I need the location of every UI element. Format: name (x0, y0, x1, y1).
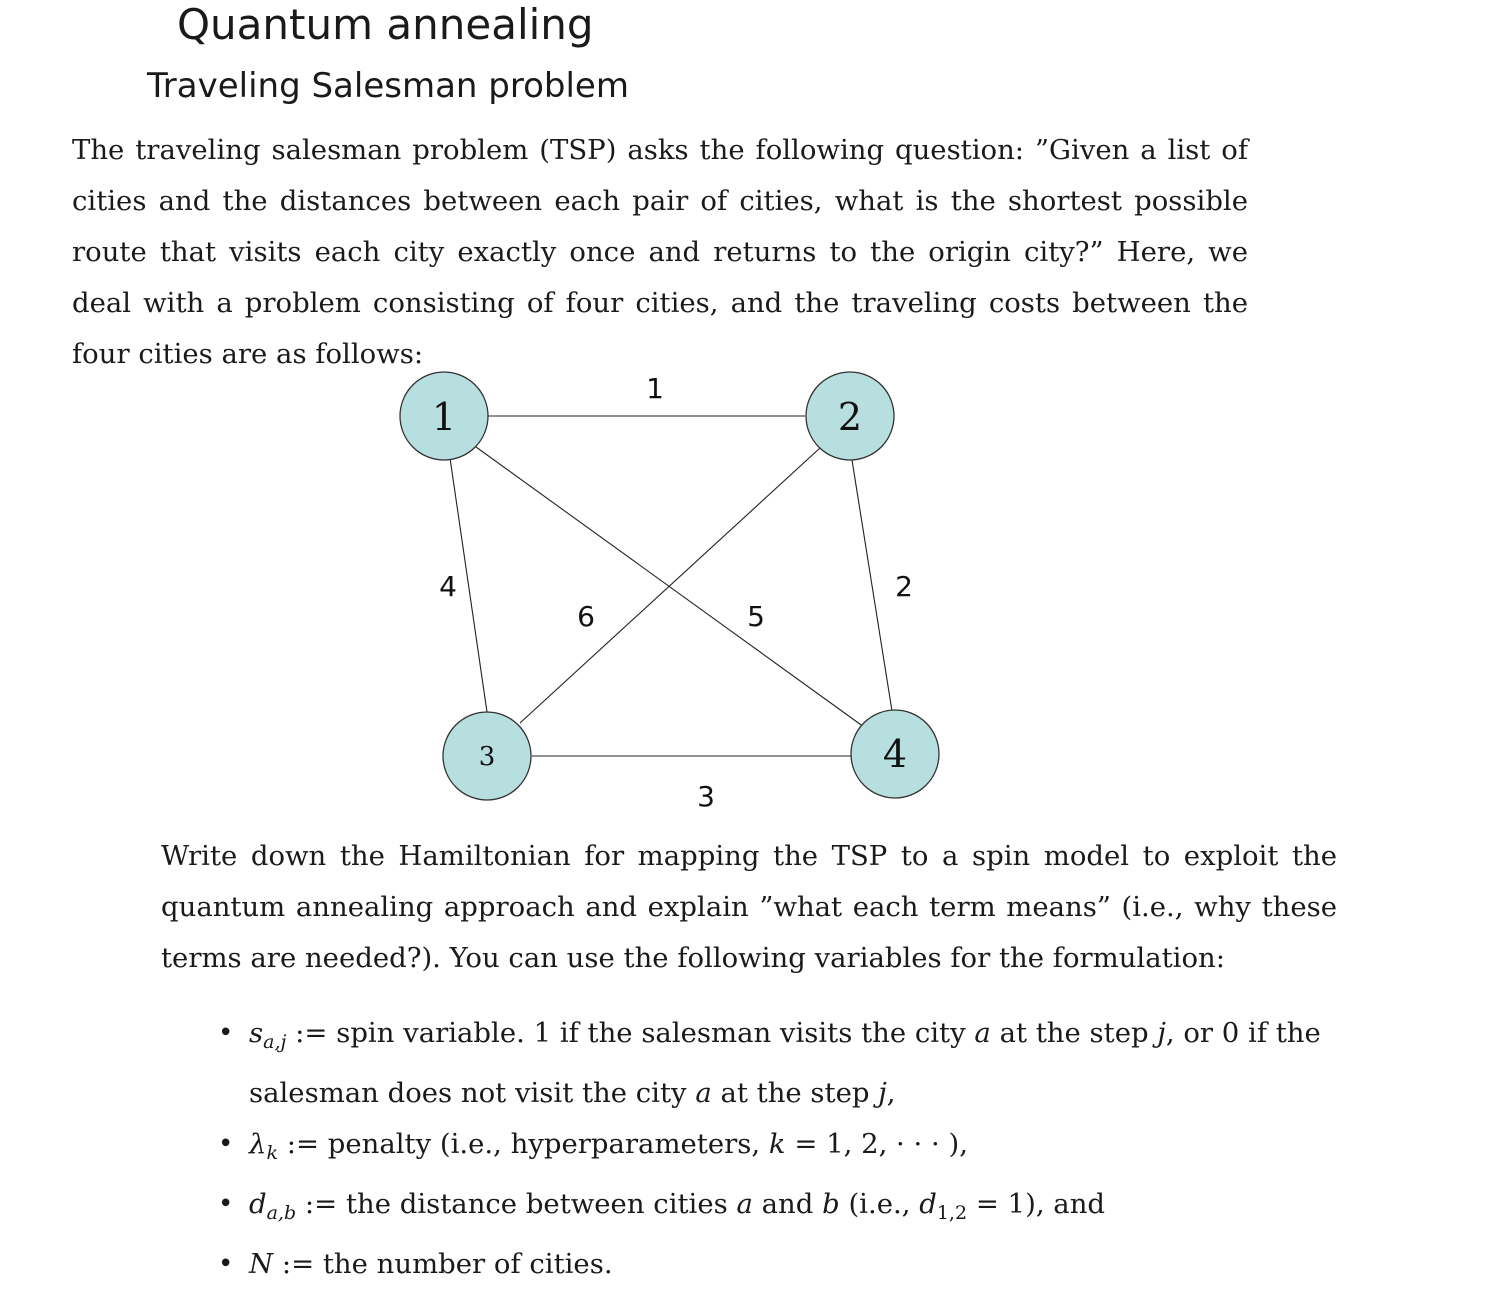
edge-weight-1-4: 5 (747, 600, 765, 633)
question-paragraph: Write down the Hamiltonian for mapping the TSP to a spin model to exploit the quantum annealing approach and explain ”what each term means” (i.e., why these terms are needed?). You can use the following variables for the formulation: (161, 840, 1337, 974)
text: at the step (999, 1017, 1149, 1049)
symbol-lambda: λ (249, 1128, 267, 1160)
edge-weight-2-3: 6 (577, 600, 595, 633)
page-subtitle: Traveling Salesman problem (147, 66, 629, 106)
subscript: a,j (263, 1031, 287, 1053)
bullet: • (218, 1018, 234, 1048)
edge-weight-3-4: 3 (697, 780, 715, 813)
var: a (974, 1017, 991, 1049)
node-label-3: 3 (478, 742, 496, 772)
list-item (218, 1008, 1338, 1119)
graph-node-3 (443, 712, 531, 800)
edge-2-3 (520, 448, 820, 723)
variable-list (218, 1008, 1338, 1290)
text: spin variable. 1 if the salesman visits the city (336, 1017, 966, 1049)
intro-paragraph: The traveling salesman problem (TSP) asks the following question: ”Given a list of cities and the distances between each pair of cities, what is the shortest possible route that visits each city exactly once and returns to the origin city?” Here, we deal with a problem consisting of four cities, and the traveling costs between the four cities are as follows: (72, 134, 1248, 370)
symbol-n: N (249, 1248, 274, 1280)
text: , or 0 if the salesman does not visit the city (249, 1017, 1321, 1109)
assign: := (286, 1128, 320, 1160)
edge-weight-1-2: 1 (646, 372, 664, 405)
var: j (1157, 1017, 1166, 1049)
text: and (761, 1188, 814, 1220)
list-item (218, 1119, 1338, 1179)
bullet: • (218, 1249, 234, 1279)
node-label-2: 2 (837, 395, 863, 439)
symbol-d: d (249, 1188, 267, 1220)
graph-node-2 (806, 372, 894, 460)
list-item (218, 1179, 1338, 1239)
node-label-1: 1 (431, 395, 457, 439)
var: d (919, 1188, 937, 1220)
assign: := (295, 1017, 328, 1049)
subscript: a,b (266, 1202, 297, 1224)
var: k (768, 1128, 786, 1160)
text: the number of cities. (322, 1248, 613, 1280)
edge-weight-1-3: 4 (439, 570, 457, 603)
var: a (695, 1077, 712, 1109)
text: penalty (i.e., hyperparameters, (327, 1128, 761, 1160)
subscript: 1,2 (936, 1202, 968, 1224)
text: (i.e., (848, 1188, 911, 1220)
edge-weight-2-4: 2 (895, 570, 913, 603)
text: = 1), and (975, 1188, 1106, 1220)
node-label-4: 4 (882, 732, 908, 776)
subscript: k (266, 1142, 278, 1164)
graph-node-4 (851, 710, 939, 798)
bullet: • (218, 1189, 234, 1219)
graph-node-1 (400, 372, 488, 460)
text: , (886, 1077, 896, 1109)
var: b (822, 1188, 840, 1220)
assign: := (304, 1188, 338, 1220)
text: = 1, 2, · · · ), (794, 1128, 968, 1160)
edge-1-4 (476, 447, 864, 727)
assign: := (281, 1248, 315, 1280)
list-item (218, 1239, 1338, 1290)
var: j (878, 1077, 887, 1109)
symbol-s: s (249, 1017, 264, 1049)
text: the distance between cities (345, 1188, 728, 1220)
bullet: • (218, 1129, 234, 1159)
var: a (736, 1188, 753, 1220)
text: at the step (720, 1077, 870, 1109)
page-title: Quantum annealing (177, 0, 594, 49)
edge-2-4 (852, 460, 892, 711)
tsp-graph (380, 360, 960, 820)
